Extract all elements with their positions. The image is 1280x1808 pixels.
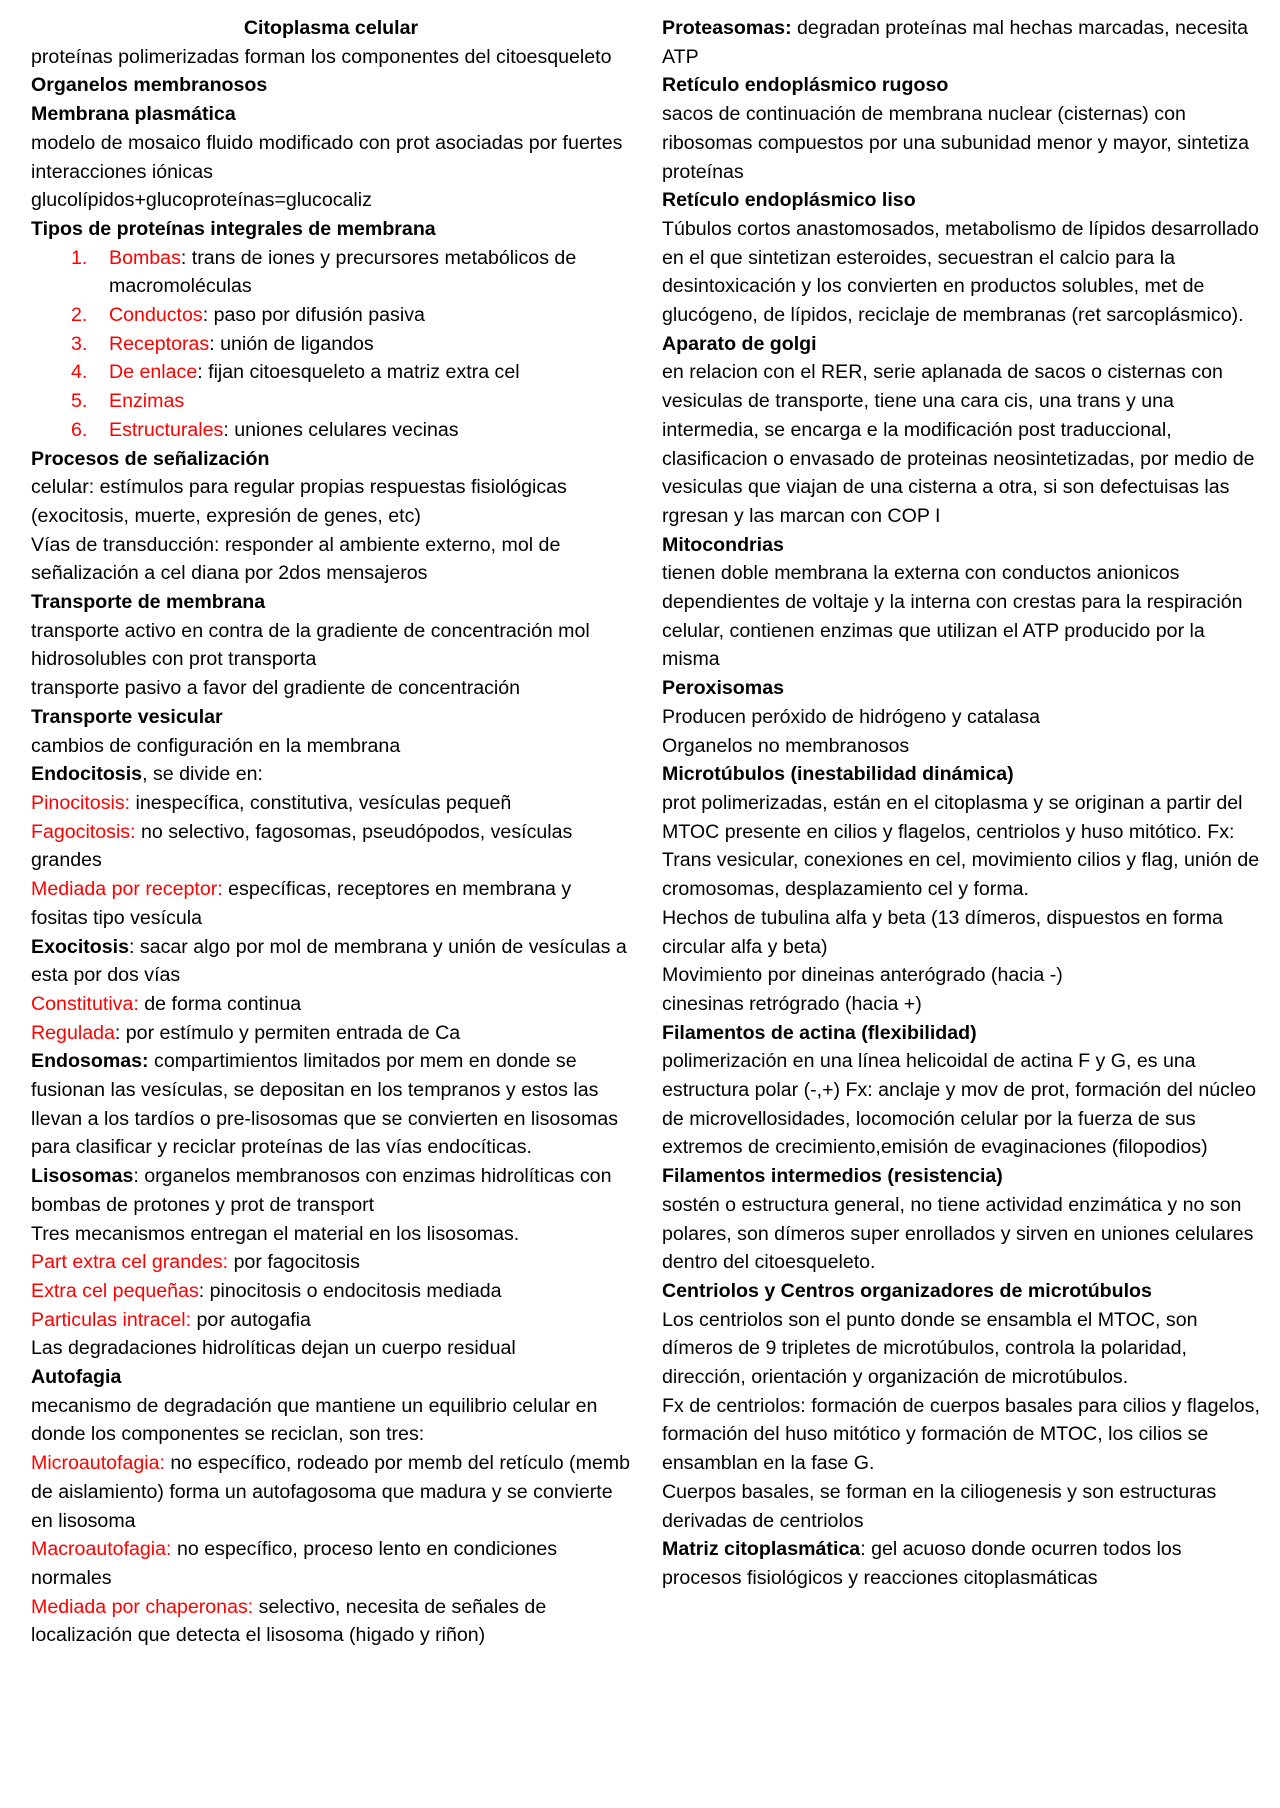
list-item: Bombas: trans de iones y precursores metabólicos de macromoléculas [109, 246, 577, 298]
microtubulos-text-1: prot polimerizadas, están en el citoplasma y se originan a partir del MTOC presente en cilios y flagelos, centriolos y huso mitótico. Fx: Trans vesicular, conexiones en cel, movimiento cilios y flag, unión de cromosomas, desplazamiento cel y forma. [662, 791, 1260, 901]
lisosomas-item-a: Part extra cel grandes: por fagocitosis [31, 1251, 360, 1274]
transporte-text-1: transporte activo en contra de la gradiente de concentración mol hidrosolubles con prot transporta [31, 619, 590, 671]
centriolos-text-1: Los centriolos son el punto donde se ensambla el MTOC, son dímeros de 9 tripletes de microtúbulos, controla la polaridad, dirección, orientación y organización de microtúbulos. [662, 1308, 1198, 1389]
golgi-text: en relacion con el RER, serie aplanada de sacos o cisternas con vesiculas de transporte, tiene una cara cis, una trans y una intermedia, se encarga e la modificación post traduccional, clasificacion o envasado de proteinas neosintetizadas, por medio de vesiculas que viajan de una cisterna a otra, si son defectuisas las rgresan y las marcan con COP I [662, 361, 1255, 527]
actina-text: polimerización en una línea helicoidal de actina F y G, es una estructura polar (-,+) Fx: anclaje y mov de prot, formación del núcleo de microvellosidades, locomoción celular por la fuerza de sus extremos de crecimiento,emisión de evaginaciones (filopodios) [662, 1050, 1257, 1159]
right-column [662, 14, 1262, 1593]
autofagia-text-1: mecanismo de degradación que mantiene un equilibrio celular en donde los componentes se reciclan, son tres: [31, 1394, 598, 1446]
microtubulos-text-3: Movimiento por dineinas anterógrado (hacia -) [662, 964, 1063, 987]
list-item: De enlace: fijan citoesqueleto a matriz extra cel [109, 361, 520, 384]
rel-text: Túbulos cortos anastomosados, metabolismo de lípidos desarrollado en el que sintetizan esteroides, secuestran el calcio para la desintoxicación y los convierten en productos solubles, met de glucógeno, de lípidos, reciclaje de membranas (ret sarcoplásmico). [662, 217, 1259, 327]
heading-mitocondrias: Mitocondrias [662, 533, 784, 556]
regulada-line: Regulada: por estímulo y permiten entrada de Ca [31, 1021, 461, 1044]
heading-transporte-vesicular: Transporte vesicular [31, 705, 223, 728]
heading-golgi: Aparato de golgi [662, 332, 817, 355]
heading-transporte-membrana: Transporte de membrana [31, 591, 266, 614]
left-column [31, 14, 631, 1650]
heading-tipos-proteinas: Tipos de proteínas integrales de membrana [31, 217, 436, 240]
lisosomas-item-b: Extra cel pequeñas: pinocitosis o endocitosis mediada [31, 1279, 502, 1302]
no-membranosos-text: Organelos no membranosos [662, 734, 910, 757]
pinocitosis-line: Pinocitosis: inespecífica, constitutiva, vesículas pequeñ [31, 791, 512, 814]
intermedios-text: sostén o estructura general, no tiene actividad enzimática y no son polares, son dímeros super enrollados y sirven en uniones celulares dentro del citoesqueleto. [662, 1193, 1254, 1274]
matriz-line: Matriz citoplasmática: gel acuoso donde ocurren todos los procesos fisiológicos y reacciones citoplasmáticas [662, 1538, 1182, 1589]
heading-rer: Retículo endoplásmico rugoso [662, 74, 949, 97]
list-item: Receptoras: unión de ligandos [109, 332, 374, 355]
endosomas-line: Endosomas: compartimientos limitados por mem en donde se fusionan las vesículas, se depositan en los tempranos y estos las llevan a los tardíos o pre-lisosomas que se convierten en lisosomas para clasificar y reciclar proteínas de las vías endocíticas. [31, 1050, 619, 1159]
senalizacion-text-1: celular: estímulos para regular propias respuestas fisiológicas (exocitosis, muerte, expresión de genes, etc) [31, 476, 567, 527]
lisosomas-line: Lisosomas: organelos membranosos con enzimas hidrolíticas con bombas de protones y prot de transport [31, 1165, 612, 1216]
heading-actina: Filamentos de actina (flexibilidad) [662, 1021, 977, 1044]
heading-peroxisomas: Peroxisomas [662, 677, 784, 700]
lisosomas-text-2: Tres mecanismos entregan el material en los lisosomas. [31, 1222, 520, 1245]
heading-rel: Retículo endoplásmico liso [662, 189, 916, 212]
exocitosis-line: Exocitosis: sacar algo por mol de membrana y unión de vesículas a esta por dos vías [31, 935, 627, 987]
rer-text: sacos de continuación de membrana nuclear (cisternas) con ribosomas compuestos por una subunidad menor y mayor, sintetiza proteínas [662, 103, 1250, 183]
macroautofagia-line: Macroautofagia: no específico, proceso lento en condiciones normales [31, 1538, 558, 1589]
heading-autofagia: Autofagia [31, 1366, 122, 1389]
chaperonas-line: Mediada por chaperonas: selectivo, necesita de señales de localización que detecta el lisosoma (higado y riñon) [31, 1595, 547, 1647]
membrana-text-2: glucolípidos+glucoproteínas=glucocaliz [31, 189, 372, 212]
heading-membrana-plasmatica: Membrana plasmática [31, 103, 236, 126]
heading-intermedios: Filamentos intermedios (resistencia) [662, 1165, 1003, 1188]
centriolos-text-3: Cuerpos basales, se forman en la ciliogenesis y son estructuras derivadas de centriolos [662, 1480, 1217, 1532]
centriolos-text-2: Fx de centriolos: formación de cuerpos basales para cilios y flagelos, formación del huso mitótico y formación de MTOC, los cilios se ensamblan en la fase G. [662, 1394, 1260, 1475]
heading-centriolos: Centriolos y Centros organizadores de microtúbulos [662, 1279, 1152, 1302]
mediada-receptor-line: Mediada por receptor: específicas, receptores en membrana y fositas tipo vesícula [31, 878, 572, 929]
microtubulos-text-4: cinesinas retrógrado (hacia +) [662, 992, 922, 1015]
list-item: Enzimas [109, 390, 185, 413]
lisosomas-text-3: Las degradaciones hidrolíticas dejan un cuerpo residual [31, 1337, 516, 1360]
microtubulos-text-2: Hechos de tubulina alfa y beta (13 dímeros, dispuestos en forma circular alfa y beta) [662, 906, 1223, 958]
endocitosis-line: Endocitosis, se divide en: [31, 763, 263, 786]
page-title: Citoplasma celular [243, 17, 419, 39]
list-item: Estructurales: uniones celulares vecinas [109, 418, 459, 441]
proteasomas-line: Proteasomas: degradan proteínas mal hechas marcadas, necesita ATP [662, 17, 1248, 68]
heading-senalizacion: Procesos de señalización [31, 447, 270, 470]
lisosomas-item-c: Particulas intracel: por autogafia [31, 1308, 311, 1331]
transporte-text-2: transporte pasivo a favor del gradiente de concentración [31, 677, 521, 700]
mitocondrias-text: tienen doble membrana la externa con conductos anionicos dependientes de voltaje y la interna con crestas para la respiración celular, contienen enzimas que utilizan el ATP producido por la misma [662, 562, 1243, 671]
protein-types-list [31, 244, 631, 445]
heading-organelos-membranosos: Organelos membranosos [31, 74, 268, 97]
vesicular-text-1: cambios de configuración en la membrana [31, 734, 401, 757]
microautofagia-line: Microautofagia: no específico, rodeado por memb del retículo (memb de aislamiento) forma un autofagosoma que madura y se convierte en lisosoma [31, 1452, 631, 1532]
fagocitosis-line: Fagocitosis: no selectivo, fagosomas, pseudópodos, vesículas grandes [31, 820, 573, 872]
heading-microtubulos: Microtúbulos (inestabilidad dinámica) [662, 763, 1014, 786]
constitutiva-line: Constitutiva: de forma continua [31, 992, 302, 1015]
list-item: Conductos: paso por difusión pasiva [109, 304, 425, 327]
peroxisomas-text: Producen peróxido de hidrógeno y catalasa [662, 705, 1040, 728]
senalizacion-text-2: Vías de transducción: responder al ambiente externo, mol de señalización a cel diana por 2dos mensajeros [31, 533, 561, 585]
intro-text: proteínas polimerizadas forman los componentes del citoesqueleto [31, 45, 612, 68]
membrana-text-1: modelo de mosaico fluido modificado con prot asociadas por fuertes interacciones iónicas [31, 131, 623, 183]
